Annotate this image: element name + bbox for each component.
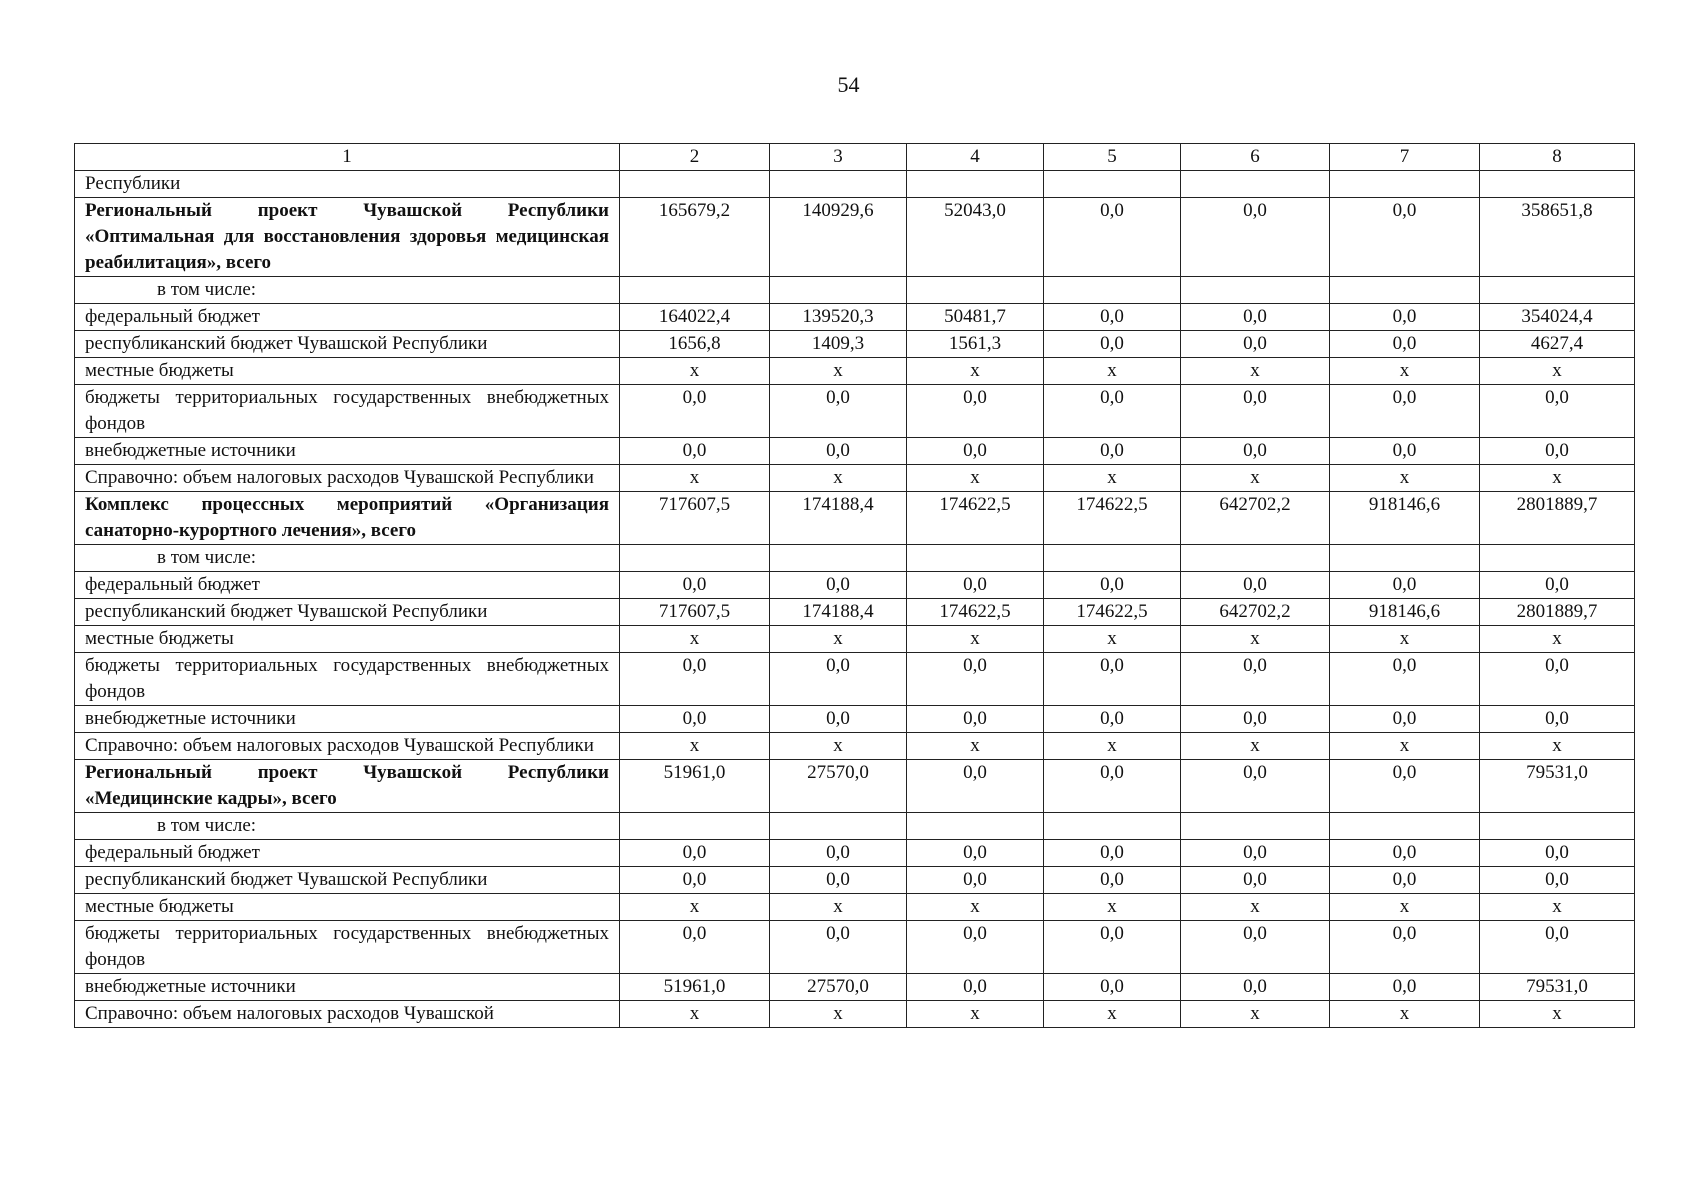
value-cell: 164022,4 bbox=[620, 304, 770, 331]
row-label: федеральный бюджет bbox=[75, 572, 620, 599]
value-cell: 0,0 bbox=[907, 438, 1044, 465]
table-row bbox=[75, 599, 1635, 626]
value-cell: х bbox=[907, 358, 1044, 385]
value-cell bbox=[1480, 545, 1635, 572]
value-cell: 918146,6 bbox=[1330, 492, 1480, 545]
value-cell: 0,0 bbox=[907, 867, 1044, 894]
value-cell bbox=[1480, 277, 1635, 304]
value-cell: 0,0 bbox=[1181, 385, 1330, 438]
row-label: местные бюджеты bbox=[75, 626, 620, 653]
value-cell bbox=[770, 171, 907, 198]
row-label: Республики bbox=[75, 171, 620, 198]
value-cell: 0,0 bbox=[1480, 572, 1635, 599]
row-label: Справочно: объем налоговых расходов Чувашской Республики bbox=[75, 733, 620, 760]
row-label: республиканский бюджет Чувашской Республики bbox=[75, 867, 620, 894]
row-label: внебюджетные источники bbox=[75, 438, 620, 465]
value-cell: х bbox=[907, 465, 1044, 492]
value-cell bbox=[907, 813, 1044, 840]
table-row bbox=[75, 277, 1635, 304]
value-cell: 165679,2 bbox=[620, 198, 770, 277]
value-cell: 0,0 bbox=[770, 438, 907, 465]
value-cell bbox=[620, 545, 770, 572]
value-cell: 0,0 bbox=[1480, 438, 1635, 465]
value-cell: х bbox=[1044, 894, 1181, 921]
value-cell: х bbox=[1330, 358, 1480, 385]
table-row bbox=[75, 198, 1635, 277]
value-cell: х bbox=[1330, 1001, 1480, 1028]
table-row bbox=[75, 331, 1635, 358]
table-row bbox=[75, 760, 1635, 813]
table-row bbox=[75, 545, 1635, 572]
value-cell: 1561,3 bbox=[907, 331, 1044, 358]
value-cell: 0,0 bbox=[1181, 572, 1330, 599]
header-cell: 1 bbox=[75, 144, 620, 171]
value-cell: х bbox=[620, 465, 770, 492]
value-cell: х bbox=[907, 1001, 1044, 1028]
value-cell: 0,0 bbox=[907, 572, 1044, 599]
value-cell: х bbox=[1480, 894, 1635, 921]
value-cell: х bbox=[1044, 733, 1181, 760]
value-cell: 0,0 bbox=[1044, 572, 1181, 599]
table-row bbox=[75, 894, 1635, 921]
value-cell: 0,0 bbox=[620, 706, 770, 733]
value-cell: 0,0 bbox=[1330, 653, 1480, 706]
row-label: бюджеты территориальных государственных внебюджетных фондов bbox=[75, 385, 620, 438]
value-cell: 0,0 bbox=[1181, 706, 1330, 733]
value-cell bbox=[907, 277, 1044, 304]
table-row bbox=[75, 921, 1635, 974]
value-cell bbox=[1181, 277, 1330, 304]
row-label: республиканский бюджет Чувашской Республики bbox=[75, 331, 620, 358]
header-cell: 7 bbox=[1330, 144, 1480, 171]
row-label: внебюджетные источники bbox=[75, 706, 620, 733]
value-cell bbox=[770, 813, 907, 840]
value-cell: 0,0 bbox=[1330, 760, 1480, 813]
value-cell: 0,0 bbox=[1330, 438, 1480, 465]
value-cell: х bbox=[1330, 465, 1480, 492]
value-cell: 0,0 bbox=[620, 438, 770, 465]
value-cell: 0,0 bbox=[1181, 867, 1330, 894]
value-cell: х bbox=[770, 358, 907, 385]
value-cell: х bbox=[770, 733, 907, 760]
table-row bbox=[75, 626, 1635, 653]
value-cell bbox=[1044, 813, 1181, 840]
table-row bbox=[75, 304, 1635, 331]
value-cell: 174622,5 bbox=[1044, 492, 1181, 545]
row-label: Справочно: объем налоговых расходов Чувашской bbox=[75, 1001, 620, 1028]
value-cell: 51961,0 bbox=[620, 974, 770, 1001]
value-cell bbox=[1330, 171, 1480, 198]
value-cell: х bbox=[1044, 465, 1181, 492]
value-cell bbox=[1044, 277, 1181, 304]
value-cell bbox=[1044, 171, 1181, 198]
value-cell: 0,0 bbox=[1181, 974, 1330, 1001]
value-cell: х bbox=[770, 626, 907, 653]
value-cell: 51961,0 bbox=[620, 760, 770, 813]
value-cell: 0,0 bbox=[1044, 921, 1181, 974]
row-label: Региональный проект Чувашской Республики «Оптимальная для восстановления здоровья медицинская реабилитация», всего bbox=[75, 198, 620, 277]
value-cell: 0,0 bbox=[620, 867, 770, 894]
value-cell: 0,0 bbox=[1044, 760, 1181, 813]
value-cell: 0,0 bbox=[1181, 438, 1330, 465]
value-cell: 140929,6 bbox=[770, 198, 907, 277]
value-cell bbox=[907, 545, 1044, 572]
value-cell: х bbox=[1181, 1001, 1330, 1028]
value-cell: 0,0 bbox=[1330, 840, 1480, 867]
row-label: местные бюджеты bbox=[75, 894, 620, 921]
value-cell: 1656,8 bbox=[620, 331, 770, 358]
table-row bbox=[75, 867, 1635, 894]
value-cell: х bbox=[1181, 626, 1330, 653]
value-cell: 0,0 bbox=[1044, 304, 1181, 331]
value-cell: х bbox=[1480, 626, 1635, 653]
value-cell: 4627,4 bbox=[1480, 331, 1635, 358]
value-cell: 0,0 bbox=[620, 385, 770, 438]
value-cell: 0,0 bbox=[770, 921, 907, 974]
value-cell bbox=[1330, 277, 1480, 304]
row-label: Региональный проект Чувашской Республики «Медицинские кадры», всего bbox=[75, 760, 620, 813]
value-cell: х bbox=[770, 894, 907, 921]
table-row bbox=[75, 171, 1635, 198]
value-cell: х bbox=[620, 626, 770, 653]
value-cell: 0,0 bbox=[1480, 840, 1635, 867]
value-cell: 0,0 bbox=[907, 921, 1044, 974]
value-cell: 174622,5 bbox=[1044, 599, 1181, 626]
table-row bbox=[75, 653, 1635, 706]
row-label: в том числе: bbox=[75, 277, 620, 304]
value-cell: 0,0 bbox=[1044, 385, 1181, 438]
value-cell: 0,0 bbox=[1330, 706, 1480, 733]
value-cell: 0,0 bbox=[1044, 706, 1181, 733]
value-cell: 0,0 bbox=[1044, 974, 1181, 1001]
table-body bbox=[75, 144, 1635, 1028]
value-cell: 0,0 bbox=[1480, 653, 1635, 706]
budget-table bbox=[74, 143, 1635, 1028]
value-cell: 0,0 bbox=[1480, 921, 1635, 974]
value-cell: 717607,5 bbox=[620, 599, 770, 626]
value-cell: 0,0 bbox=[907, 653, 1044, 706]
value-cell: х bbox=[1480, 465, 1635, 492]
row-label: в том числе: bbox=[75, 545, 620, 572]
row-label: местные бюджеты bbox=[75, 358, 620, 385]
value-cell bbox=[770, 545, 907, 572]
value-cell: 0,0 bbox=[907, 706, 1044, 733]
value-cell: 0,0 bbox=[1181, 198, 1330, 277]
value-cell: 0,0 bbox=[907, 840, 1044, 867]
row-label: бюджеты территориальных государственных внебюджетных фондов bbox=[75, 653, 620, 706]
value-cell: 0,0 bbox=[1044, 653, 1181, 706]
header-cell: 5 bbox=[1044, 144, 1181, 171]
value-cell: 0,0 bbox=[1181, 304, 1330, 331]
value-cell: 174188,4 bbox=[770, 492, 907, 545]
table-row bbox=[75, 1001, 1635, 1028]
value-cell: х bbox=[1044, 358, 1181, 385]
value-cell: х bbox=[1181, 733, 1330, 760]
value-cell: х bbox=[1044, 1001, 1181, 1028]
value-cell: 0,0 bbox=[1330, 867, 1480, 894]
value-cell: 0,0 bbox=[1044, 840, 1181, 867]
header-cell: 8 bbox=[1480, 144, 1635, 171]
table-row bbox=[75, 974, 1635, 1001]
value-cell: 1409,3 bbox=[770, 331, 907, 358]
header-cell: 2 bbox=[620, 144, 770, 171]
value-cell: 0,0 bbox=[620, 921, 770, 974]
value-cell: 27570,0 bbox=[770, 974, 907, 1001]
value-cell: 642702,2 bbox=[1181, 599, 1330, 626]
value-cell bbox=[1480, 171, 1635, 198]
header-cell: 3 bbox=[770, 144, 907, 171]
row-label: Комплекс процессных мероприятий «Организация санаторно-курортного лечения», всего bbox=[75, 492, 620, 545]
value-cell: 717607,5 bbox=[620, 492, 770, 545]
value-cell bbox=[1181, 171, 1330, 198]
value-cell: х bbox=[770, 1001, 907, 1028]
row-label: федеральный бюджет bbox=[75, 304, 620, 331]
value-cell: х bbox=[1480, 358, 1635, 385]
value-cell bbox=[770, 277, 907, 304]
value-cell: х bbox=[1480, 733, 1635, 760]
value-cell: х bbox=[907, 894, 1044, 921]
value-cell: 0,0 bbox=[1044, 331, 1181, 358]
value-cell bbox=[907, 171, 1044, 198]
value-cell bbox=[1181, 545, 1330, 572]
value-cell: х bbox=[1330, 894, 1480, 921]
value-cell: 0,0 bbox=[1044, 198, 1181, 277]
value-cell: 79531,0 bbox=[1480, 974, 1635, 1001]
table-row bbox=[75, 492, 1635, 545]
row-label: республиканский бюджет Чувашской Республики bbox=[75, 599, 620, 626]
page-number: 54 bbox=[837, 72, 860, 97]
value-cell: 0,0 bbox=[770, 706, 907, 733]
table-row bbox=[75, 813, 1635, 840]
value-cell: 0,0 bbox=[1480, 385, 1635, 438]
value-cell bbox=[1330, 545, 1480, 572]
value-cell: 0,0 bbox=[907, 760, 1044, 813]
value-cell: 174622,5 bbox=[907, 492, 1044, 545]
value-cell: 0,0 bbox=[1181, 760, 1330, 813]
value-cell: 0,0 bbox=[620, 653, 770, 706]
value-cell: 0,0 bbox=[1330, 385, 1480, 438]
value-cell bbox=[620, 813, 770, 840]
value-cell: 0,0 bbox=[1181, 331, 1330, 358]
value-cell: х bbox=[1480, 1001, 1635, 1028]
value-cell: 0,0 bbox=[1330, 974, 1480, 1001]
value-cell: х bbox=[907, 733, 1044, 760]
header-cell: 6 bbox=[1181, 144, 1330, 171]
table-row bbox=[75, 840, 1635, 867]
table-row bbox=[75, 358, 1635, 385]
value-cell: х bbox=[620, 1001, 770, 1028]
value-cell: 0,0 bbox=[770, 653, 907, 706]
table-row bbox=[75, 733, 1635, 760]
value-cell bbox=[620, 277, 770, 304]
row-label: бюджеты территориальных государственных внебюджетных фондов bbox=[75, 921, 620, 974]
value-cell: х bbox=[1181, 894, 1330, 921]
value-cell: 0,0 bbox=[1480, 706, 1635, 733]
value-cell: 0,0 bbox=[770, 385, 907, 438]
value-cell: 358651,8 bbox=[1480, 198, 1635, 277]
value-cell: 0,0 bbox=[1480, 867, 1635, 894]
table-row bbox=[75, 572, 1635, 599]
table-row bbox=[75, 706, 1635, 733]
value-cell: 0,0 bbox=[770, 572, 907, 599]
value-cell: 174188,4 bbox=[770, 599, 907, 626]
value-cell: 0,0 bbox=[1330, 921, 1480, 974]
value-cell: 0,0 bbox=[620, 840, 770, 867]
value-cell: х bbox=[1330, 733, 1480, 760]
value-cell: х bbox=[770, 465, 907, 492]
value-cell: 2801889,7 bbox=[1480, 492, 1635, 545]
value-cell: х bbox=[1044, 626, 1181, 653]
value-cell: 50481,7 bbox=[907, 304, 1044, 331]
value-cell: 174622,5 bbox=[907, 599, 1044, 626]
value-cell bbox=[1044, 545, 1181, 572]
value-cell bbox=[1181, 813, 1330, 840]
value-cell: х bbox=[1330, 626, 1480, 653]
value-cell: 918146,6 bbox=[1330, 599, 1480, 626]
value-cell bbox=[620, 171, 770, 198]
value-cell: 0,0 bbox=[1181, 653, 1330, 706]
value-cell: 0,0 bbox=[770, 840, 907, 867]
value-cell bbox=[1330, 813, 1480, 840]
value-cell: 0,0 bbox=[620, 572, 770, 599]
row-label: внебюджетные источники bbox=[75, 974, 620, 1001]
value-cell: 0,0 bbox=[1181, 840, 1330, 867]
value-cell: 0,0 bbox=[1044, 867, 1181, 894]
value-cell bbox=[1480, 813, 1635, 840]
value-cell: 0,0 bbox=[907, 974, 1044, 1001]
value-cell: 0,0 bbox=[1330, 304, 1480, 331]
value-cell: 139520,3 bbox=[770, 304, 907, 331]
value-cell: 0,0 bbox=[1044, 438, 1181, 465]
row-label: в том числе: bbox=[75, 813, 620, 840]
table-row bbox=[75, 465, 1635, 492]
value-cell: 79531,0 bbox=[1480, 760, 1635, 813]
header-cell: 4 bbox=[907, 144, 1044, 171]
value-cell: х bbox=[1181, 358, 1330, 385]
value-cell: 2801889,7 bbox=[1480, 599, 1635, 626]
value-cell: х bbox=[907, 626, 1044, 653]
value-cell: 27570,0 bbox=[770, 760, 907, 813]
value-cell: х bbox=[620, 894, 770, 921]
value-cell: 52043,0 bbox=[907, 198, 1044, 277]
row-label: Справочно: объем налоговых расходов Чувашской Республики bbox=[75, 465, 620, 492]
value-cell: 354024,4 bbox=[1480, 304, 1635, 331]
value-cell: 0,0 bbox=[1181, 921, 1330, 974]
table-row bbox=[75, 438, 1635, 465]
value-cell: 0,0 bbox=[1330, 572, 1480, 599]
table-header-row bbox=[75, 144, 1635, 171]
value-cell: 0,0 bbox=[1330, 331, 1480, 358]
value-cell: х bbox=[620, 733, 770, 760]
value-cell: 0,0 bbox=[1330, 198, 1480, 277]
table-row bbox=[75, 385, 1635, 438]
value-cell: 0,0 bbox=[907, 385, 1044, 438]
value-cell: 0,0 bbox=[770, 867, 907, 894]
value-cell: 642702,2 bbox=[1181, 492, 1330, 545]
row-label: федеральный бюджет bbox=[75, 840, 620, 867]
value-cell: х bbox=[620, 358, 770, 385]
value-cell: х bbox=[1181, 465, 1330, 492]
